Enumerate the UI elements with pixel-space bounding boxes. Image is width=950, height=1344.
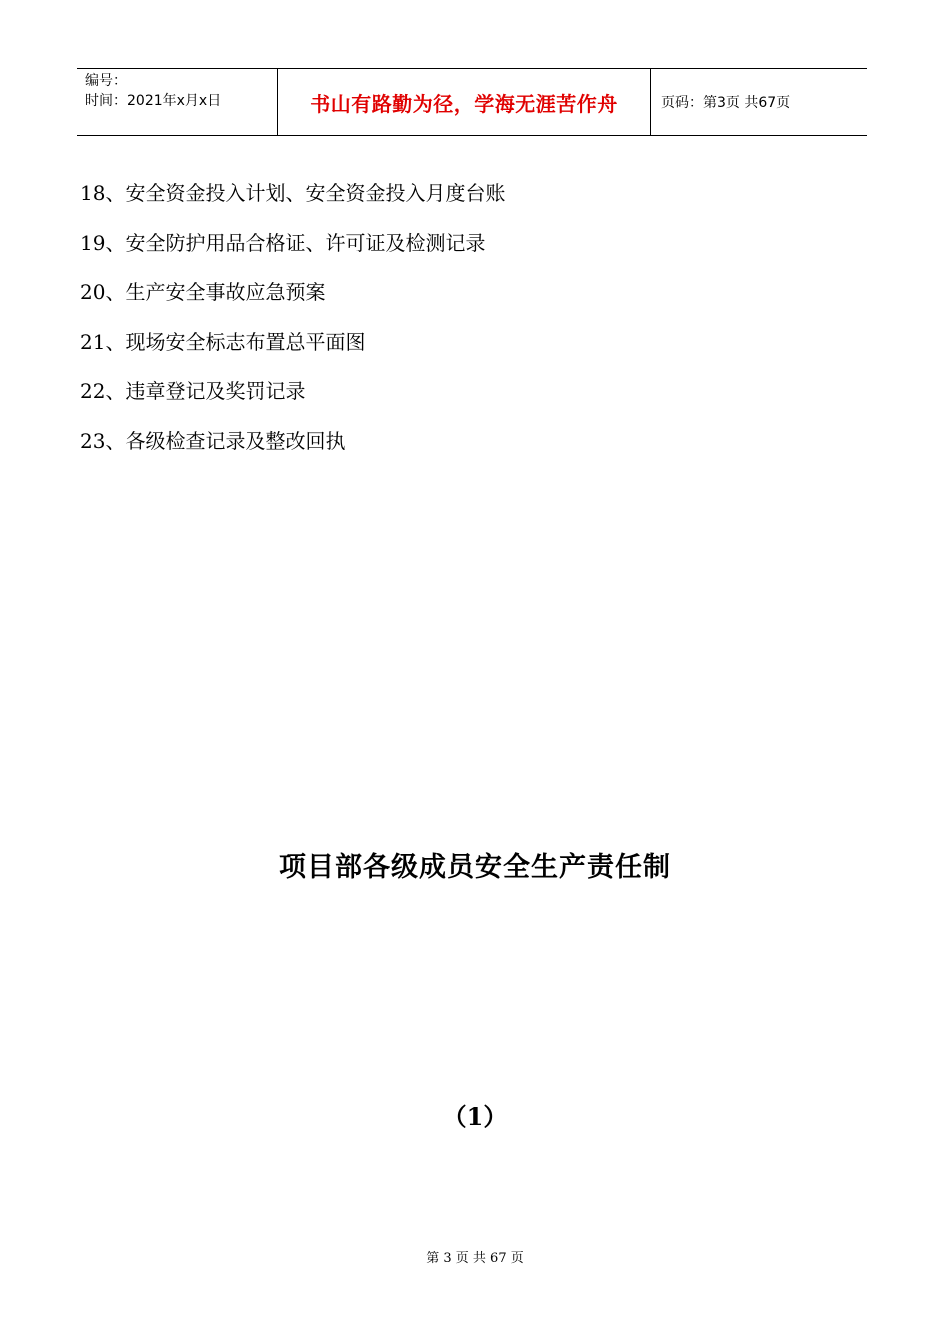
document-number-label: 编号： — [85, 73, 127, 89]
list-item: 22、违章登记及奖罚记录 — [80, 379, 306, 404]
document-time-label: 时间：2021年x月x日 — [85, 93, 222, 109]
list-item: 18、安全资金投入计划、安全资金投入月度台账 — [80, 181, 506, 205]
page-header — [77, 68, 867, 136]
list-item: 19、安全防护用品合格证、许可证及检测记录 — [80, 230, 486, 255]
document-list — [80, 178, 505, 476]
page-footer: 第 3 页 共 67 页 — [426, 1251, 524, 1266]
list-item: 21、现场安全标志布置总平面图 — [80, 329, 366, 354]
header-page-info: 页码：第3页 共67页 — [661, 95, 791, 111]
header-motto: 书山有路勤为径，学海无涯苦作舟 — [278, 69, 651, 135]
list-item: 20、生产安全事故应急预案 — [80, 280, 326, 305]
header-meta — [77, 69, 278, 135]
list-item: 23、各级检查记录及整改回执 — [80, 428, 346, 453]
section-title: 项目部各级成员安全生产责任制 — [279, 852, 671, 883]
section-number: （1） — [442, 1102, 508, 1131]
